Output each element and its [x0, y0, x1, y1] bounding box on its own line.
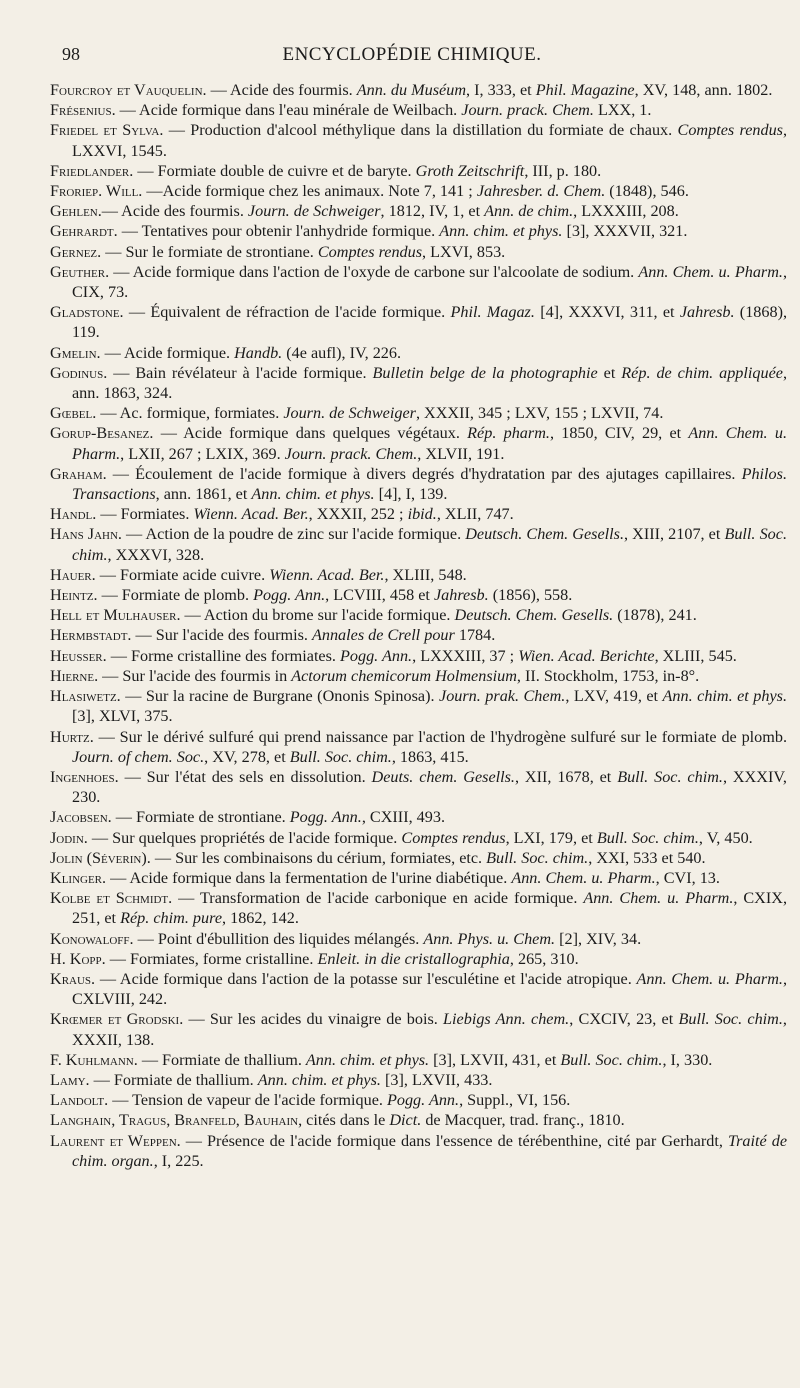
bibliography-entry	[50, 605, 787, 625]
bibliography-entry	[50, 221, 787, 241]
bibliography-entry	[50, 1090, 787, 1110]
entry-text: , CIX, 73.	[72, 262, 787, 302]
entry-text: , ann. 1861, et	[155, 485, 252, 504]
entry-text: , 1812, IV, 1, et	[380, 202, 485, 221]
bibliography-entry	[50, 100, 787, 120]
entry-text: [2], XIV, 34.	[555, 929, 642, 948]
entry-author: Krœmer et Grodski.	[50, 1010, 184, 1029]
entry-text: , CXCIV, 23, et	[569, 1010, 679, 1029]
entry-text: — Acide des fourmis.	[101, 202, 248, 221]
entry-author: Kraus.	[50, 969, 96, 988]
entry-text: , XXXVI, 328.	[107, 545, 205, 564]
entry-source: Deutsch. Chem. Gesells.	[465, 525, 625, 544]
entry-author: Hans Jahn.	[50, 525, 122, 544]
bibliography-entry	[50, 343, 787, 363]
entry-author: Hermbstadt.	[50, 626, 132, 645]
entry-author: Klinger.	[50, 868, 107, 887]
entry-source: Ann. chim. et phys.	[251, 485, 375, 504]
entry-author: Ingenhoes.	[50, 767, 119, 786]
entry-text: , LCVIII, 458 et	[325, 586, 434, 605]
entry-text: — Formiate acide cuivre.	[95, 565, 270, 584]
bibliography-entry	[50, 504, 787, 524]
entry-text: — Formiates.	[96, 505, 194, 524]
entry-source: Actorum chemicorum Holmensium	[291, 666, 517, 685]
bibliography-entry	[50, 181, 787, 201]
entry-source: Liebigs Ann. chem.	[443, 1010, 570, 1029]
entry-text: [3], LXVII, 433.	[380, 1070, 493, 1089]
entry-text: — Acide formique dans l'action de la potasse sur l'esculétine et l'acide atropique.	[95, 969, 637, 988]
entry-source: Journ. de Schweiger	[247, 202, 381, 221]
entry-author: Graham.	[50, 464, 107, 483]
bibliography-entry	[50, 1050, 787, 1070]
entry-text: — Formiates, forme cristalline.	[105, 949, 318, 968]
bibliography-entry	[50, 807, 787, 827]
bibliography-entry	[50, 929, 787, 949]
entry-text: , I, 333, et	[466, 81, 536, 99]
entry-text: — Sur le dérivé sulfuré qui prend naissance par l'action de l'hydrogène sulfuré sur le formiate de plomb.	[93, 727, 787, 746]
entry-text: , LXVI, 853.	[422, 242, 506, 261]
bibliography-entry	[50, 242, 787, 262]
entry-author: Langhain, Tragus, Branfeld, Bauhain,	[50, 1111, 303, 1130]
entry-text: — Tension de vapeur de l'acide formique.	[108, 1091, 387, 1110]
bibliography-entry	[50, 868, 787, 888]
entry-author: Hierne.	[50, 666, 99, 685]
running-title: ENCYCLOPÉDIE CHIMIQUE.	[282, 44, 542, 65]
bibliography-entry	[50, 161, 787, 181]
entry-source: Wien. Acad. Berichte	[518, 646, 655, 665]
entry-text: , I, 225.	[153, 1151, 204, 1170]
entry-text: — Bain révélateur à l'acide formique.	[107, 363, 373, 382]
entry-author: Jolin (Séverin).	[50, 848, 151, 867]
entry-source: Bull. Soc. chim.	[72, 525, 787, 564]
entry-text: , CVI, 13.	[655, 868, 720, 887]
bibliography-entry	[50, 625, 787, 645]
entry-text: — Formiate de thallium.	[137, 1050, 306, 1069]
entry-source: Comptes rendus	[401, 828, 506, 847]
entry-author: Laurent et Weppen.	[50, 1131, 181, 1150]
entry-text: , XXXIV, 230.	[72, 767, 787, 807]
entry-text: , CXLVIII, 242.	[72, 969, 787, 1009]
entry-text: , XLIII, 545.	[654, 646, 737, 665]
bibliography-entry	[50, 848, 787, 868]
entry-text: , 1862, 142.	[222, 909, 299, 928]
entry-text: , XII, 1678, et	[514, 767, 618, 786]
bibliography-entry	[50, 565, 787, 585]
entry-source: Pogg. Ann.	[253, 586, 326, 605]
entry-source: Ann. Chem. u. Pharm.	[583, 889, 734, 908]
bibliography-entry	[50, 120, 787, 160]
entry-author: Kolbe et Schmidt.	[50, 889, 173, 908]
entry-author: Friedlander.	[50, 161, 134, 180]
entry-text: — Formiate de thallium.	[89, 1070, 258, 1089]
entry-source: Pogg. Ann.	[386, 1091, 460, 1110]
entry-author: Heusser.	[50, 646, 107, 665]
entry-text: — Acide formique dans la fermentation de l'urine diabétique.	[106, 868, 512, 887]
entry-author: Landolt.	[50, 1091, 109, 1110]
entry-text: , 1863, 415.	[391, 747, 469, 766]
bibliography-entry	[50, 1009, 787, 1049]
entry-author: Gœbel.	[50, 404, 97, 423]
entry-author: Frésenius.	[50, 101, 116, 120]
entry-source: Rép. de chim. appliquée	[621, 363, 783, 382]
entry-text: — Sur l'acide des fourmis in	[98, 666, 292, 685]
entry-author: Gernez.	[50, 242, 102, 261]
entry-text: , ann. 1863, 324.	[72, 363, 788, 403]
entry-text: — Écoulement de l'acide formique à divers degrés d'hydratation par des ajutages capillaires.	[106, 464, 742, 483]
entry-source: Ann. Phys. u. Chem.	[423, 929, 556, 948]
bibliography-entry	[50, 262, 787, 302]
entry-text: , XLII, 747.	[436, 505, 514, 524]
entry-text: — Sur l'acide des fourmis.	[131, 626, 312, 645]
page-header	[62, 40, 762, 68]
entry-author: Gmelin.	[50, 343, 101, 362]
entry-text: — Acide formique dans quelques végétaux.	[153, 424, 468, 443]
entry-source: Bull. Soc. chim.	[289, 747, 392, 766]
entry-text: , II. Stockholm, 1753, in-8°.	[516, 666, 700, 685]
entry-text: (1848), 546.	[605, 182, 689, 201]
entry-text: , CXIX, 251, et	[72, 889, 787, 928]
bibliography-entry	[50, 666, 787, 686]
entry-source: Bull. Soc. chim.	[486, 848, 589, 867]
entry-text: , XV, 278, et	[204, 747, 290, 766]
entry-source: Journ. prack. Chem.	[461, 101, 594, 120]
entry-text: — Tentatives pour obtenir l'anhydride formique.	[117, 222, 440, 241]
entry-author: Gorup-Besanez.	[50, 424, 154, 443]
bibliography-entry	[50, 403, 787, 423]
entry-source: Bulletin belge de la photographie	[372, 363, 598, 382]
entry-source: Jahresber. d. Chem.	[476, 182, 606, 201]
entry-text: , V, 450.	[698, 828, 753, 847]
entry-author: Gladstone.	[50, 303, 124, 322]
entry-text: , 265, 310.	[509, 949, 579, 968]
entry-text: — Équivalent de réfraction de l'acide formique.	[123, 303, 451, 322]
entry-text: , LXXXIII, 37 ;	[412, 646, 519, 665]
bibliography-entry	[50, 302, 787, 342]
entry-text: (1856), 558.	[488, 586, 573, 605]
entry-source: Groth Zeitschrift	[415, 161, 525, 180]
entry-source: Wienn. Acad. Ber.	[193, 505, 309, 524]
entry-source: Pogg. Ann.	[289, 808, 362, 827]
bibliography-entry	[50, 828, 787, 848]
entry-text: , XLVII, 191.	[417, 444, 505, 463]
bibliography-entry	[50, 423, 787, 463]
entry-text: — Sur le formiate de strontiane.	[101, 242, 318, 261]
bibliography-entry	[50, 949, 787, 969]
entry-source: Bull. Soc. chim.	[596, 828, 699, 847]
page-number: 98	[62, 44, 80, 64]
entry-text: — Sur les combinaisons du cérium, formiates, etc.	[150, 848, 487, 867]
entry-source: Jahresb.	[679, 303, 735, 322]
entry-text: — Sur l'état des sels en dissolution.	[118, 767, 372, 786]
entry-text: de Macquer, trad. franç., 1810.	[421, 1111, 625, 1130]
bibliography-entry	[50, 646, 787, 666]
entry-source: Journ. de Schweiger	[283, 404, 416, 423]
entry-text: [4], I, 139.	[374, 485, 448, 504]
bibliography-list	[50, 80, 787, 1171]
entry-author: Geuther.	[50, 262, 110, 281]
entry-text: , XXXII, 138.	[72, 1010, 787, 1049]
bibliography-entry	[50, 80, 787, 100]
entry-author: Godinus.	[50, 363, 108, 382]
entry-text: [3], XLVI, 375.	[72, 707, 173, 726]
bibliography-entry	[50, 585, 787, 605]
entry-text: , XXI, 533 et 540.	[588, 848, 706, 867]
entry-source: Deuts. chem. Gesells.	[371, 767, 515, 786]
entry-source: Annales de Crell pour	[311, 626, 455, 645]
entry-source: Handb.	[234, 343, 283, 362]
entry-source: Ann. chim. et phys.	[305, 1050, 430, 1069]
bibliography-entry	[50, 1070, 787, 1090]
bibliography-entry	[50, 888, 787, 928]
entry-text: — Sur la racine de Burgrane (Ononis Spinosa).	[120, 687, 440, 706]
entry-text: [3], XXXVII, 321.	[562, 222, 688, 241]
entry-text: 1784.	[454, 626, 496, 645]
entry-text: — Sur les acides du vinaigre de bois.	[183, 1010, 444, 1029]
entry-source: Traité de chim. organ.	[72, 1131, 787, 1170]
entry-text: — Présence de l'acide formique dans l'essence de térébenthine, cité par Gerhardt,	[180, 1131, 728, 1150]
entry-text: [3], LXVII, 431, et	[429, 1050, 561, 1069]
entry-text: , III, p. 180.	[524, 161, 602, 180]
bibliography-entry	[50, 363, 787, 403]
entry-author: Hell et Mulhauser.	[50, 606, 181, 625]
entry-source: Ann. du Muséum	[356, 81, 467, 99]
entry-text: — Ac. formique, formiates.	[96, 404, 284, 423]
bibliography-entry	[50, 1131, 787, 1171]
bibliography-entry	[50, 686, 787, 726]
entry-text: cités dans le	[302, 1111, 390, 1130]
entry-text: — Point d'ébullition des liquides mélangés.	[133, 929, 424, 948]
entry-text: , XIII, 2107, et	[624, 525, 725, 544]
entry-text: — Transformation de l'acide carbonique en acide formique.	[172, 889, 584, 908]
entry-source: Ann. de chim.	[484, 202, 574, 221]
entry-source: Journ. prack. Chem.	[284, 444, 418, 463]
entry-text: — Acide formique dans l'eau minérale de Weilbach.	[115, 101, 462, 120]
entry-source: Ann. chim. et phys.	[662, 687, 787, 706]
entry-author: Friedel et Sylva.	[50, 121, 164, 140]
entry-source: Ann. chim. et phys.	[439, 222, 563, 241]
entry-author: F. Kuhlmann.	[50, 1050, 138, 1069]
entry-text: [4], XXXVI, 311, et	[534, 303, 680, 322]
entry-text: — Formiate de strontiane.	[111, 808, 290, 827]
entry-source: Wienn. Acad. Ber.	[269, 565, 385, 584]
entry-text: , LXV, 419, et	[565, 687, 663, 706]
entry-source: Philos. Transactions	[72, 464, 787, 504]
entry-author: Hlasiwetz.	[50, 687, 121, 706]
entry-source: Pogg. Ann.	[340, 646, 413, 665]
entry-text: — Action de la poudre de zinc sur l'acide formique.	[121, 525, 466, 544]
entry-source: Comptes rendus	[677, 121, 783, 140]
entry-author: Gehrardt.	[50, 222, 118, 241]
entry-text: , XXXII, 252 ;	[308, 505, 408, 524]
entry-text: , XXXII, 345 ; LXV, 155 ; LXVII, 74.	[415, 404, 664, 423]
entry-source: Bull. Soc. chim.	[560, 1050, 663, 1069]
bibliography-entry	[50, 1110, 787, 1130]
entry-source: Ann. chim. et phys.	[257, 1070, 381, 1089]
entry-text: — Acide des fourmis.	[206, 81, 357, 99]
entry-text: — Formiate double de cuivre et de baryte.	[133, 161, 416, 180]
entry-source: Deutsch. Chem. Gesells.	[454, 606, 614, 625]
entry-author: Hurtz.	[50, 727, 94, 746]
entry-text: , LXXVI, 1545.	[72, 121, 788, 160]
entry-text: — Production d'alcool méthylique dans la distillation du formiate de chaux.	[163, 121, 678, 140]
entry-text: — Acide formique dans l'action de l'oxyde de carbone sur l'alcoolate de sodium.	[109, 262, 639, 281]
entry-source: Dict.	[389, 1111, 422, 1130]
entry-text: , XLIII, 548.	[384, 565, 467, 584]
entry-source: Ann. Chem. u. Pharm.	[511, 868, 656, 887]
entry-author: H. Kopp.	[50, 949, 106, 968]
entry-text: , Suppl., VI, 156.	[459, 1091, 571, 1110]
bibliography-entry	[50, 201, 787, 221]
bibliography-entry	[50, 464, 787, 504]
entry-author: Konowaloff.	[50, 929, 134, 948]
entry-source: Jahresb.	[433, 586, 489, 605]
entry-source: Ann. Chem. u. Pharm.	[72, 424, 787, 463]
entry-source: Journ. of chem. Soc.	[72, 747, 205, 766]
entry-source: Comptes rendus	[317, 242, 423, 261]
bibliography-entry	[50, 767, 787, 807]
entry-text: — Action du brome sur l'acide formique.	[180, 606, 455, 625]
entry-author: Froriep. Will.	[50, 182, 143, 201]
entry-text: (1868), 119.	[72, 303, 788, 342]
entry-text: , CXIII, 493.	[361, 808, 446, 827]
entry-source: Ann. Chem. u. Pharm.	[636, 969, 783, 988]
entry-source: Phil. Magazine	[535, 81, 635, 99]
entry-author: Fourcroy et Vauquelin.	[50, 81, 207, 99]
entry-author: Jacobsen.	[50, 808, 112, 827]
entry-author: Handl.	[50, 505, 97, 524]
entry-text: , 1850, CIV, 29, et	[549, 424, 689, 443]
entry-author: Hauer.	[50, 565, 96, 584]
entry-source: Enleit. in die cristallographia	[317, 949, 510, 968]
bibliography-entry	[50, 524, 787, 564]
entry-author: Heintz.	[50, 586, 98, 605]
entry-text: , XV, 148, ann. 1802.	[634, 81, 773, 99]
entry-source: Phil. Magaz.	[450, 303, 535, 322]
entry-text: , LXXXIII, 208.	[573, 202, 679, 221]
entry-text: , LXI, 179, et	[505, 828, 597, 847]
entry-text: (1878), 241.	[613, 606, 697, 625]
entry-text: — Sur quelques propriétés de l'acide formique.	[87, 828, 402, 847]
entry-text: — Formiate de plomb.	[97, 586, 254, 605]
entry-text: , I, 330.	[662, 1050, 713, 1069]
bibliography-entry	[50, 969, 787, 1009]
entry-source: ibid.	[407, 505, 437, 524]
entry-source: Journ. prak. Chem.	[439, 687, 566, 706]
entry-text: LXX, 1.	[593, 101, 652, 120]
entry-text: et	[597, 363, 622, 382]
entry-text: (4e aufl), IV, 226.	[282, 343, 402, 362]
entry-author: Gehlen.	[50, 202, 102, 221]
entry-text: , LXII, 267 ; LXIX, 369.	[120, 444, 285, 463]
entry-source: Ann. Chem. u. Pharm.	[638, 262, 783, 281]
entry-text: —Acide formique chez les animaux. Note 7, 141 ;	[142, 182, 477, 201]
entry-author: Lamy.	[50, 1070, 90, 1089]
entry-source: Bull. Soc. chim.	[617, 767, 723, 786]
entry-source: Rép. chim. pure	[120, 909, 223, 928]
bibliography-entry	[50, 727, 787, 767]
entry-text: — Acide formique.	[100, 343, 235, 362]
entry-source: Rép. pharm.	[467, 424, 550, 443]
entry-text: — Forme cristalline des formiates.	[106, 646, 341, 665]
entry-author: Jodin.	[50, 828, 88, 847]
entry-source: Bull. Soc. chim.	[678, 1010, 783, 1029]
